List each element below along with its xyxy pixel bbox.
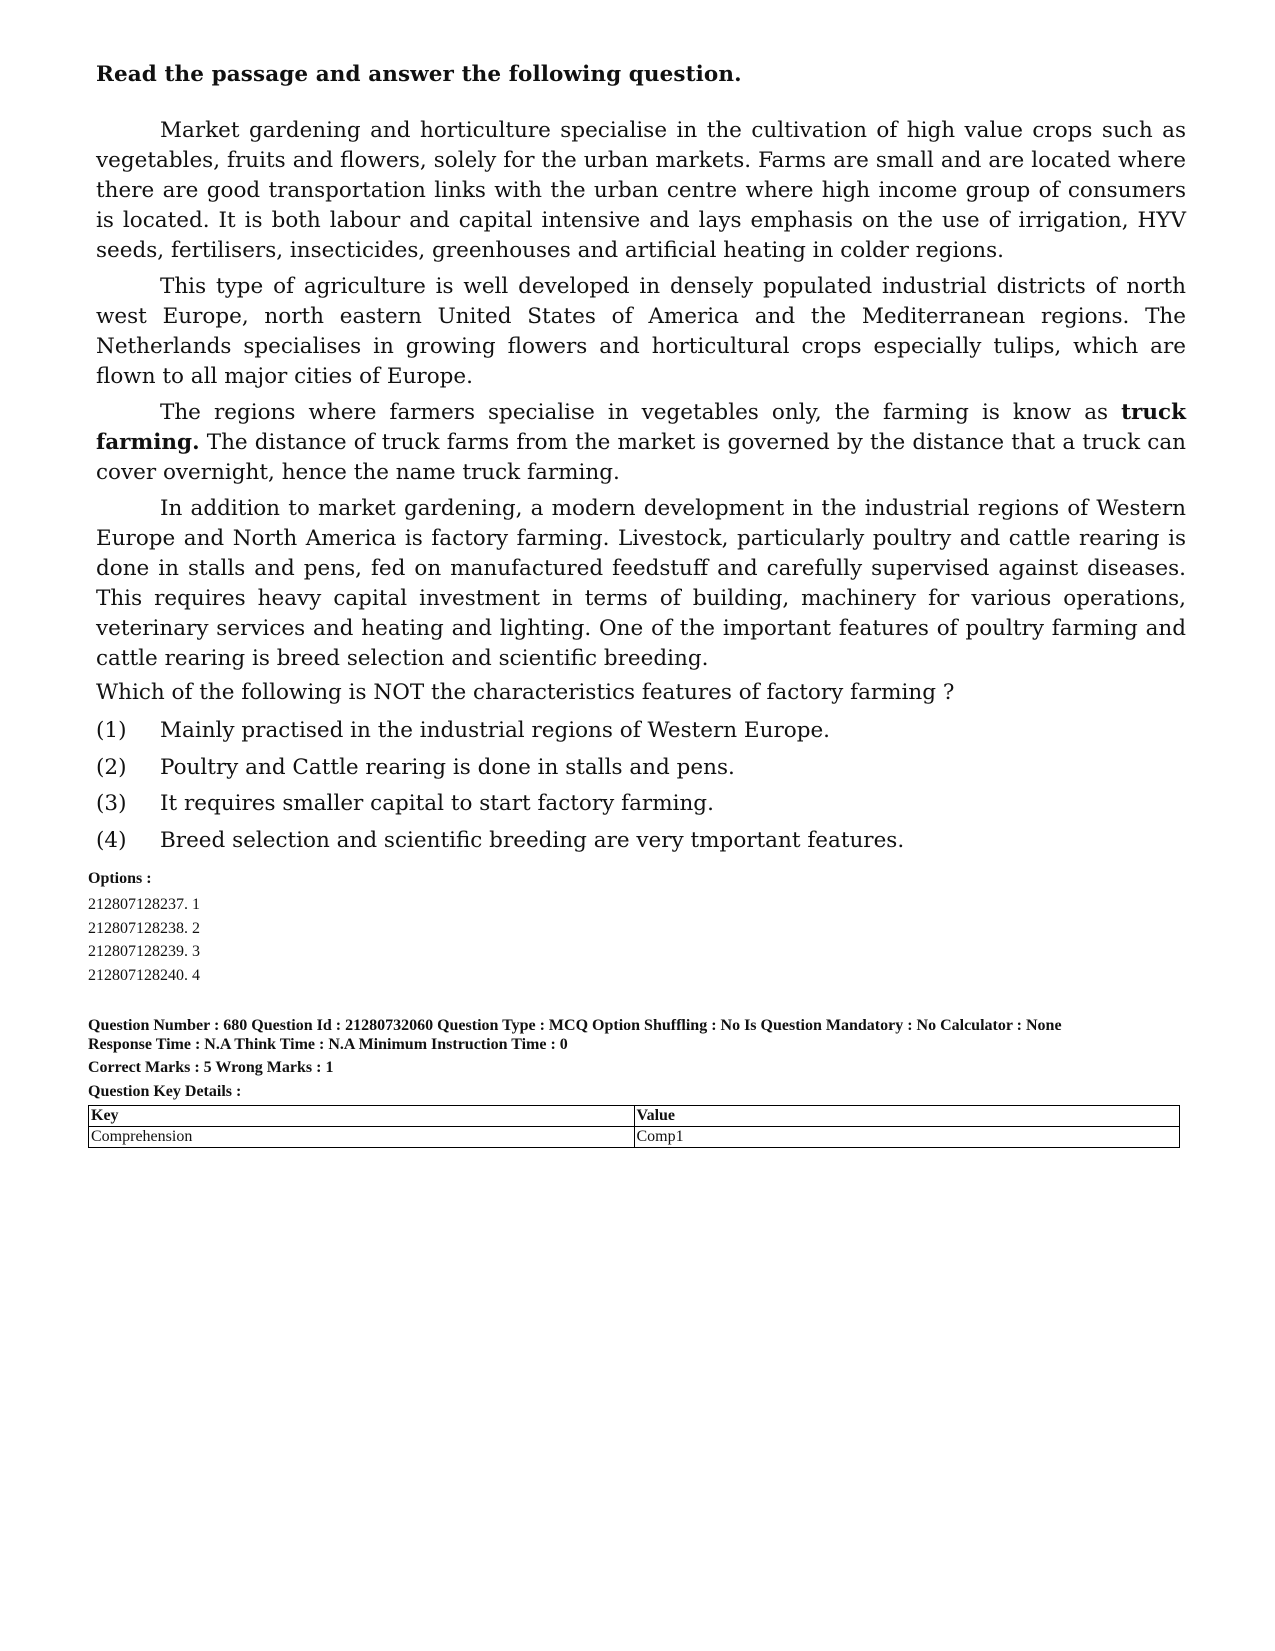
choice-text: It requires smaller capital to start factory farming. (160, 791, 714, 816)
answer-choice (96, 755, 1186, 792)
table-cell-key: Comprehension (89, 1127, 635, 1148)
option-id-list (88, 893, 200, 987)
paragraph-3-text-start: The regions where farmers specialise in vegetables only, the farming is know as (160, 400, 1122, 425)
table-cell-value: Comp1 (634, 1127, 1180, 1148)
paragraph-3-text-end: The distance of truck farms from the market is governed by the distance that a truck can cover overnight, hence the name truck farming. (96, 430, 1186, 485)
choice-text: Mainly practised in the industrial regions of Western Europe. (160, 718, 831, 743)
question-info (88, 1016, 1188, 1054)
choice-number: (1) (96, 718, 127, 743)
option-id: 212807128238. 2 (88, 919, 200, 937)
choice-text: Poultry and Cattle rearing is done in stalls and pens. (160, 754, 735, 780)
answer-choice (96, 718, 1186, 755)
table-header-row (89, 1106, 1180, 1127)
passage-paragraph-2: This type of agriculture is well developed in densely populated industrial districts of north west Europe, north eastern United States of America and the Mediterranean regions. The Netherlands specialises in growing flowers and horticultural crops especially tulips, which are flown to all major cities of Europe. (96, 274, 1186, 389)
table-row (89, 1127, 1180, 1148)
question-info-line-2: Response Time : N.A Think Time : N.A Minimum Instruction Time : 0 (88, 1036, 568, 1053)
option-id: 212807128240. 4 (88, 966, 200, 984)
answer-choice (96, 791, 1186, 828)
choice-number: (2) (96, 754, 127, 780)
passage-paragraph-4: In addition to market gardening, a modern development in the industrial regions of Western Europe and North America is factory farming. Livestock, particularly poultry and cattle rearing is done in stalls and pens, fed on manufactured feedstuff and carefully supervised against diseases. This requires heavy capital investment in terms of building, machinery for various operations, veterinary services and heating and lighting. One of the important features of poultry farming and cattle rearing is breed selection and scientific breeding. (96, 496, 1186, 671)
choice-number: (3) (96, 791, 127, 816)
key-details-table (88, 1105, 1180, 1148)
question-info-line-1: Question Number : 680 Question Id : 21280732060 Question Type : MCQ Option Shuffling : No Is Question Mandatory : No Calculator : None (88, 1017, 1062, 1034)
answer-choices (96, 718, 1186, 864)
key-details-label: Question Key Details : (88, 1083, 242, 1100)
passage-paragraph-3 (96, 398, 1186, 488)
question-stem: Which of the following is NOT the characteristics features of factory farming ? (96, 680, 955, 705)
option-id: 212807128239. 3 (88, 943, 200, 960)
truck-farming-term: truck farming. (96, 400, 1186, 455)
choice-number: (4) (96, 827, 127, 853)
table-header-key: Key (89, 1106, 635, 1127)
passage (96, 116, 1186, 680)
answer-choice (96, 828, 1186, 865)
passage-paragraph-1: Market gardening and horticulture specialise in the cultivation of high value crops such as vegetables, fruits and flowers, solely for the urban markets. Farms are small and are located where there are good transportation links with the urban centre where high income group of consumers is located. It is both labour and capital intensive and lays emphasis on the use of irrigation, HYV seeds, fertilisers, insecticides, greenhouses and artificial heating in colder regions. (96, 118, 1186, 263)
choice-text: Breed selection and scientific breeding are very tmportant features. (160, 827, 905, 853)
table-header-value: Value (634, 1106, 1180, 1127)
marks-info: Correct Marks : 5 Wrong Marks : 1 (88, 1059, 334, 1076)
options-label: Options : (88, 870, 152, 887)
passage-heading: Read the passage and answer the following question. (96, 62, 742, 87)
option-id: 212807128237. 1 (88, 896, 200, 913)
